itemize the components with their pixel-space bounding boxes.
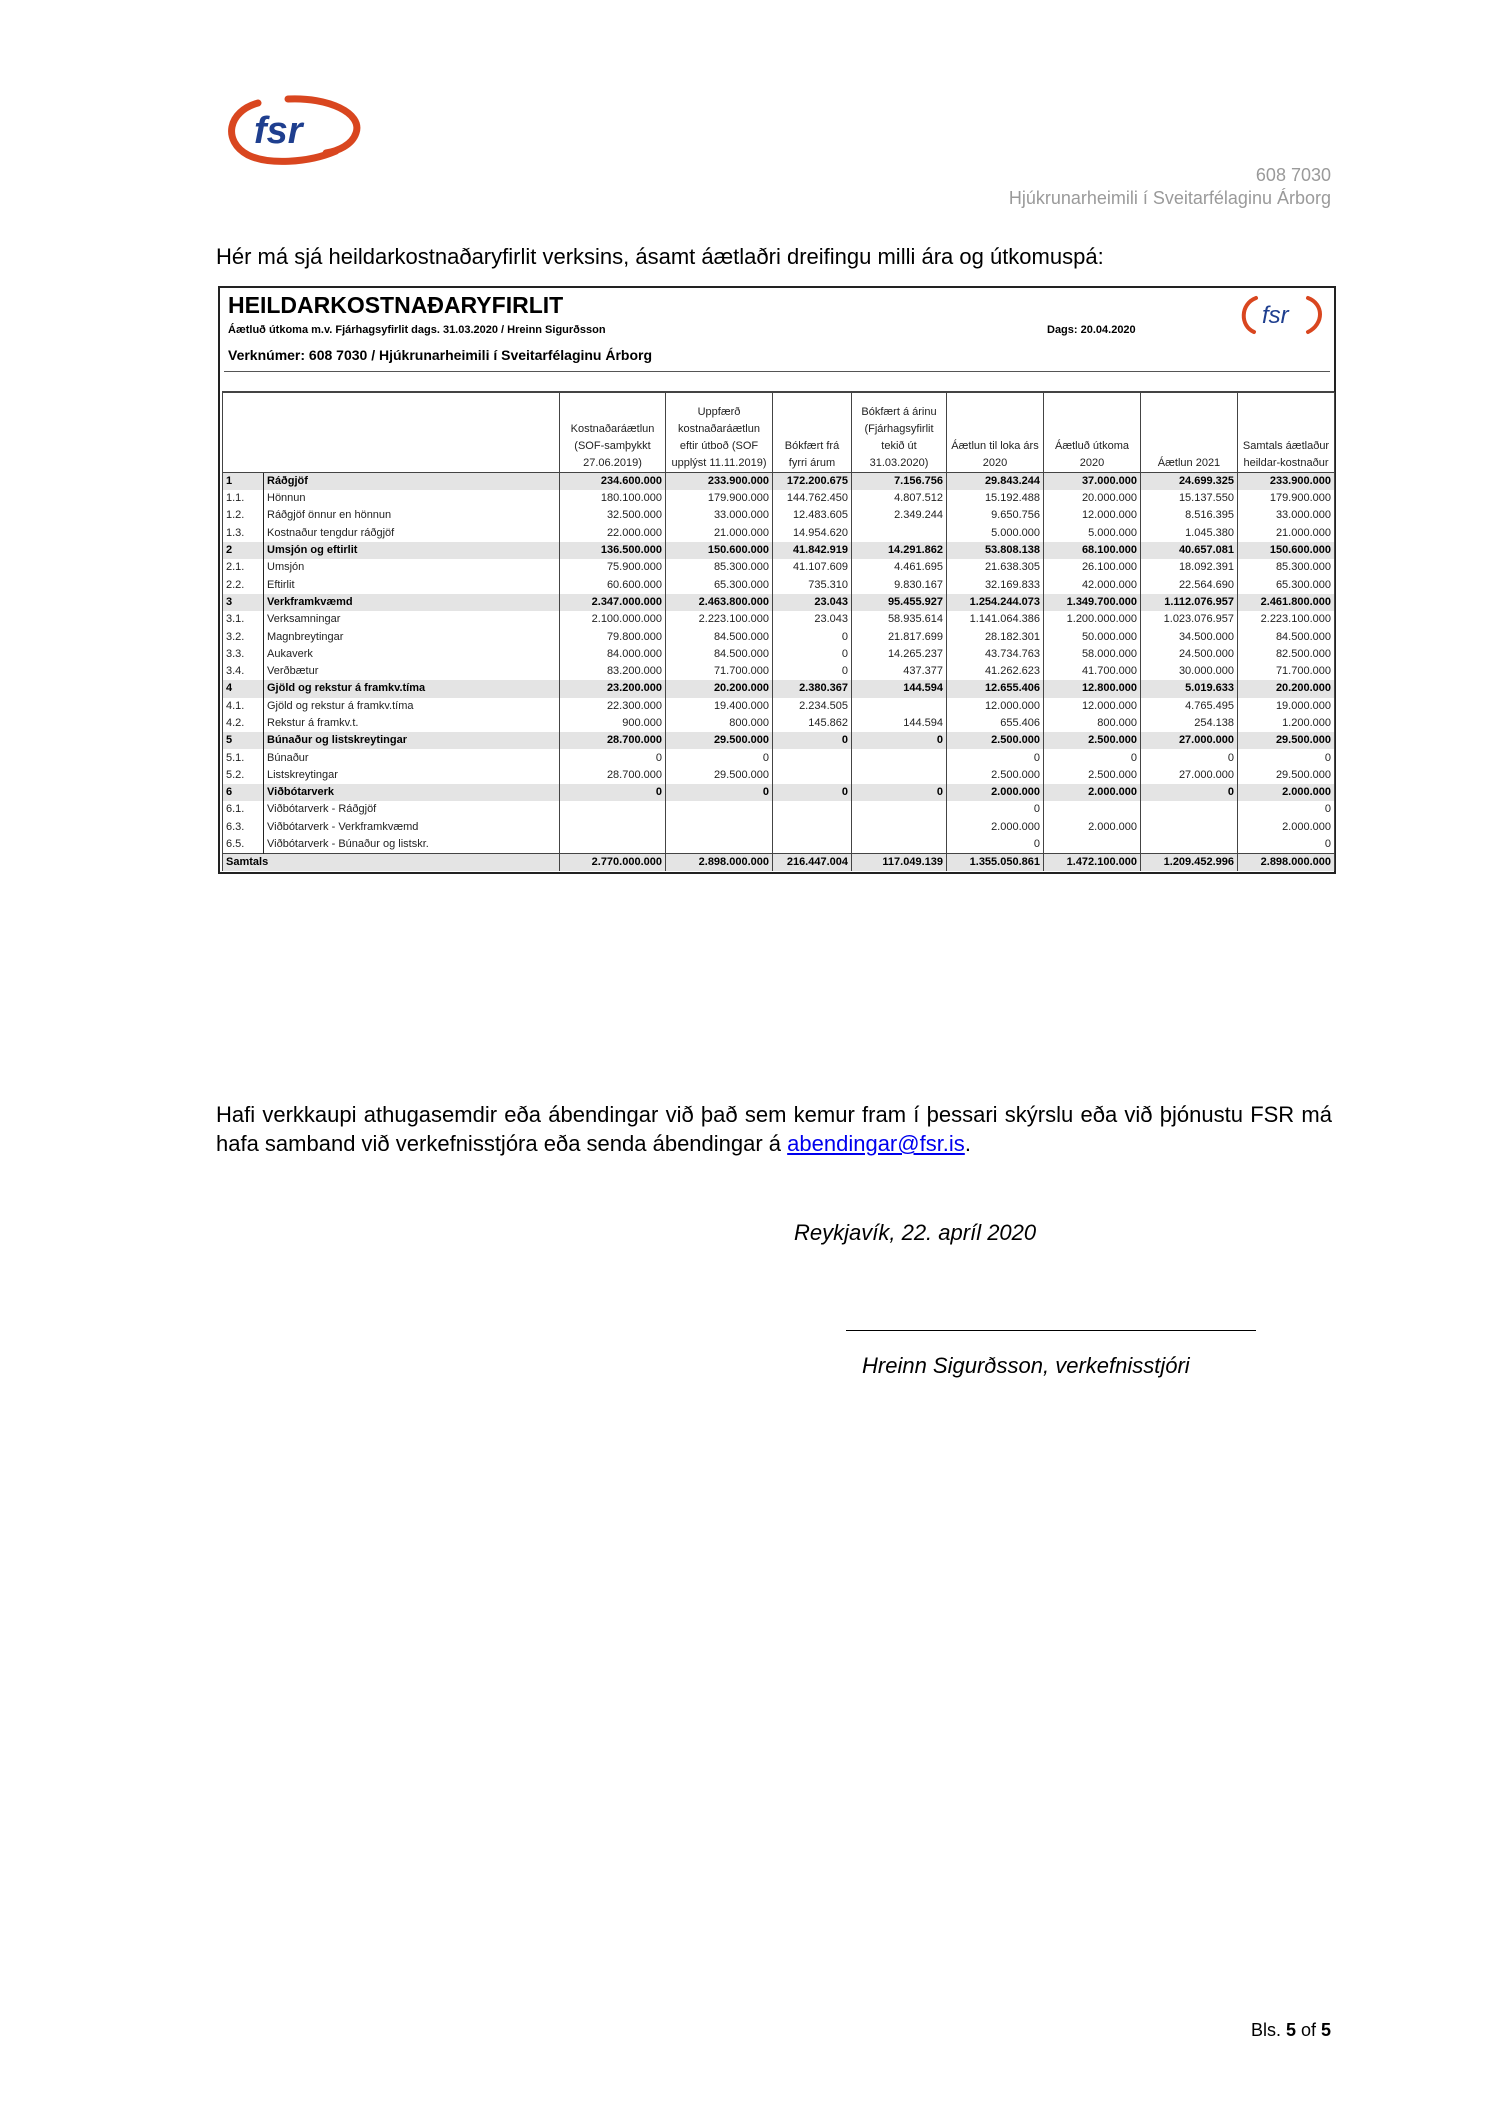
table-title: HEILDARKOSTNAÐARYFIRLIT [228,292,564,318]
cell-value: 172.200.675 [773,473,852,491]
cell-value: 2.000.000 [1044,784,1141,801]
total-value: 117.049.139 [852,853,947,871]
cell-value: 75.900.000 [560,559,666,576]
cell-value: 95.455.927 [852,594,947,611]
table-row [223,663,1335,680]
row-label: Búnaður [264,749,560,766]
cell-value: 7.156.756 [852,473,947,491]
cell-value: 41.700.000 [1044,663,1141,680]
table-row [223,507,1335,524]
cell-value [852,801,947,818]
cell-value [773,749,852,766]
cell-value: 2.349.244 [852,507,947,524]
table-date: Dags: 20.04.2020 [1047,324,1136,336]
cell-value: 2.100.000.000 [560,611,666,628]
cell-value: 2.223.100.000 [666,611,773,628]
cell-value [852,698,947,715]
row-number: 5 [223,732,264,749]
cell-value: 1.349.700.000 [1044,594,1141,611]
cell-value [852,767,947,784]
cell-value: 144.594 [852,680,947,697]
cell-value: 26.100.000 [1044,559,1141,576]
table-row [223,525,1335,542]
row-number: 5.1. [223,749,264,766]
table-row [223,628,1335,645]
row-label: Ráðgjöf önnur en hönnun [264,507,560,524]
cell-value: 33.000.000 [666,507,773,524]
cell-value: 29.843.244 [947,473,1044,491]
cell-value: 2.461.800.000 [1238,594,1335,611]
cell-value: 22.300.000 [560,698,666,715]
cell-value: 42.000.000 [1044,576,1141,593]
table-row [223,767,1335,784]
table-group-row [223,473,1335,491]
table-group-row [223,680,1335,697]
table-subtitle: Áætluð útkoma m.v. Fjárhagsyfirlit dags. 31.03.2020 / Hreinn Sigurðsson [228,324,606,336]
cell-value: 19.000.000 [1238,698,1335,715]
table-row [223,819,1335,836]
cell-value: 2.000.000 [1238,784,1335,801]
cell-value: 0 [947,836,1044,854]
cell-value: 2.234.505 [773,698,852,715]
cell-value: 0 [1238,801,1335,818]
row-number: 6.3. [223,819,264,836]
cell-value: 83.200.000 [560,663,666,680]
cell-value: 29.500.000 [1238,767,1335,784]
total-value: 1.472.100.000 [1044,853,1141,871]
cell-value: 82.500.000 [1238,646,1335,663]
row-number: 3.1. [223,611,264,628]
cell-value: 180.100.000 [560,490,666,507]
cell-value: 29.500.000 [1238,732,1335,749]
cell-value: 1.141.064.386 [947,611,1044,628]
page-current: 5 [1285,2020,1296,2040]
cell-value: 28.700.000 [560,767,666,784]
cell-value: 2.463.800.000 [666,594,773,611]
cell-value: 0 [773,732,852,749]
cell-value: 53.808.138 [947,542,1044,559]
cell-value: 15.137.550 [1141,490,1238,507]
cell-value: 84.500.000 [666,628,773,645]
table-row [223,801,1335,818]
cell-value: 58.000.000 [1044,646,1141,663]
cell-value: 145.862 [773,715,852,732]
cell-value: 22.564.690 [1141,576,1238,593]
cell-value: 65.300.000 [666,576,773,593]
feedback-email-link[interactable]: abendingar@fsr.is [787,1131,965,1156]
column-header: Bókfært frá fyrri árum [773,393,852,473]
cell-value: 12.000.000 [947,698,1044,715]
cell-value: 24.699.325 [1141,473,1238,491]
cell-value: 0 [666,784,773,801]
cell-value: 233.900.000 [1238,473,1335,491]
row-number: 1 [223,473,264,491]
table-row [223,559,1335,576]
cell-value: 735.310 [773,576,852,593]
cell-value: 4.807.512 [852,490,947,507]
cell-value: 23.200.000 [560,680,666,697]
cell-value: 2.380.367 [773,680,852,697]
row-label: Eftirlit [264,576,560,593]
row-label: Magnbreytingar [264,628,560,645]
svg-text:fsr: fsr [1262,302,1289,329]
row-number: 6 [223,784,264,801]
fsr-logo-small [1236,292,1326,336]
cell-value: 79.800.000 [560,628,666,645]
column-header: Kostnaðaráætlun (SOF-samþykkt 27.06.2019) [560,393,666,473]
cell-value: 12.483.605 [773,507,852,524]
row-label: Rekstur á framkv.t. [264,715,560,732]
row-number: 3.3. [223,646,264,663]
project-number: 608 7030 [1255,165,1331,185]
cell-value: 800.000 [666,715,773,732]
cell-value [773,836,852,854]
column-header: Uppfærð kostnaðaráætlun eftir útboð (SOF upplýst 11.11.2019) [666,393,773,473]
cell-value: 0 [852,732,947,749]
table-row [223,836,1335,854]
cell-value: 0 [852,784,947,801]
cell-value: 5.000.000 [1044,525,1141,542]
cell-value: 84.000.000 [560,646,666,663]
table-row [223,611,1335,628]
table-row [223,576,1335,593]
cell-value: 179.900.000 [666,490,773,507]
cell-value: 0 [560,784,666,801]
cell-value: 20.200.000 [666,680,773,697]
row-number: 3.2. [223,628,264,645]
cell-value: 2.000.000 [1044,819,1141,836]
column-header: Samtals áætlaður heildar-kostnaður [1238,393,1335,473]
cell-value: 41.262.623 [947,663,1044,680]
cell-value: 22.000.000 [560,525,666,542]
cell-value: 28.700.000 [560,732,666,749]
cell-value: 2.500.000 [947,767,1044,784]
cell-value: 68.100.000 [1044,542,1141,559]
cell-value: 20.000.000 [1044,490,1141,507]
cell-value [666,801,773,818]
cell-value: 2.500.000 [1044,732,1141,749]
cell-value: 4.461.695 [852,559,947,576]
cell-value: 14.291.862 [852,542,947,559]
cell-value: 2.000.000 [947,784,1044,801]
cell-value: 0 [773,663,852,680]
cell-value [773,819,852,836]
total-value: 216.447.004 [773,853,852,871]
cell-value: 15.192.488 [947,490,1044,507]
cell-value: 144.762.450 [773,490,852,507]
page-total: 5 [1320,2020,1331,2040]
cell-value: 800.000 [1044,715,1141,732]
row-label: Viðbótarverk - Búnaður og listskr. [264,836,560,854]
row-label: Verðbætur [264,663,560,680]
cell-value: 0 [1141,784,1238,801]
page-prefix: Bls. [1250,2020,1286,2040]
cell-value: 1.045.380 [1141,525,1238,542]
table-spacer-row [222,372,1334,392]
cell-value: 1.112.076.957 [1141,594,1238,611]
row-label: Aukaverk [264,646,560,663]
cell-value: 29.500.000 [666,767,773,784]
cell-value: 0 [773,784,852,801]
row-label: Verkframkvæmd [264,594,560,611]
cell-value: 2.223.100.000 [1238,611,1335,628]
cell-value: 234.600.000 [560,473,666,491]
table-row [223,749,1335,766]
cell-value: 4.765.495 [1141,698,1238,715]
column-header: Áætlun til loka árs 2020 [947,393,1044,473]
cell-value: 21.000.000 [1238,525,1335,542]
cell-value: 21.638.305 [947,559,1044,576]
cell-value: 179.900.000 [1238,490,1335,507]
cell-value: 27.000.000 [1141,732,1238,749]
cell-value: 41.842.919 [773,542,852,559]
table-group-row [223,594,1335,611]
row-number: 1.1. [223,490,264,507]
cell-value [852,525,947,542]
cost-table [222,392,1335,871]
closing-text: Hafi verkkaupi athugasemdir eða ábendingar við það sem kemur fram í þessari skýrslu eða við þjónustu FSR má hafa samband við verkefnisstjóra eða senda ábendingar á [216,1102,1332,1156]
cell-value: 28.182.301 [947,628,1044,645]
cell-value: 0 [1238,749,1335,766]
row-label: Viðbótarverk - Ráðgjöf [264,801,560,818]
table-row [223,698,1335,715]
row-number: 5.2. [223,767,264,784]
cell-value: 58.935.614 [852,611,947,628]
cell-value: 33.000.000 [1238,507,1335,524]
cell-value: 84.500.000 [1238,628,1335,645]
cell-value: 0 [947,749,1044,766]
cell-value: 18.092.391 [1141,559,1238,576]
row-number: 3.4. [223,663,264,680]
cell-value: 144.594 [852,715,947,732]
cell-value: 71.700.000 [1238,663,1335,680]
cell-value [666,836,773,854]
cell-value: 0 [1238,836,1335,854]
cell-value: 41.107.609 [773,559,852,576]
table-group-row [223,784,1335,801]
cell-value: 0 [666,749,773,766]
cell-value [852,749,947,766]
cell-value: 12.000.000 [1044,698,1141,715]
cell-value: 37.000.000 [1044,473,1141,491]
place-date: Reykjavík, 22. apríl 2020 [794,1220,1037,1245]
cell-value: 34.500.000 [1141,628,1238,645]
cell-value: 150.600.000 [666,542,773,559]
row-label: Umsjón [264,559,560,576]
row-number: 6.1. [223,801,264,818]
total-value: 2.898.000.000 [1238,853,1335,871]
cell-value: 0 [1141,749,1238,766]
cell-value: 2.000.000 [947,819,1044,836]
cell-value: 84.500.000 [666,646,773,663]
row-label: Hönnun [264,490,560,507]
cell-value: 0 [773,646,852,663]
cell-value [1141,836,1238,854]
cell-value: 150.600.000 [1238,542,1335,559]
cell-value: 5.000.000 [947,525,1044,542]
row-label: Gjöld og rekstur á framkv.tíma [264,698,560,715]
fsr-logo [218,89,363,171]
cell-value: 14.954.620 [773,525,852,542]
page-number [1251,2020,1331,2041]
table-group-row [223,732,1335,749]
cell-value: 233.900.000 [666,473,773,491]
cell-value: 0 [1044,749,1141,766]
table-row [223,715,1335,732]
total-value: 2.770.000.000 [560,853,666,871]
cell-value: 20.200.000 [1238,680,1335,697]
row-number: 1.3. [223,525,264,542]
cell-value [666,819,773,836]
cell-value: 900.000 [560,715,666,732]
cell-value: 1.200.000 [1238,715,1335,732]
cell-value: 30.000.000 [1141,663,1238,680]
table-project-number: Verknúmer: 608 7030 / Hjúkrunarheimili í Sveitarfélaginu Árborg [228,347,653,363]
cost-overview-table-image [218,286,1336,874]
cell-value: 12.000.000 [1044,507,1141,524]
row-label: Listskreytingar [264,767,560,784]
row-label: Umsjón og eftirlit [264,542,560,559]
cell-value: 2.500.000 [1044,767,1141,784]
table-row [223,490,1335,507]
cell-value [773,801,852,818]
intro-text: Hér má sjá heildarkostnaðaryfirlit verksins, ásamt áætlaðri dreifingu milli ára og útkomuspá: [216,244,1104,269]
cell-value: 0 [947,801,1044,818]
cell-value: 655.406 [947,715,1044,732]
row-label: Viðbótarverk - Verkframkvæmd [264,819,560,836]
column-header: Áætlun 2021 [1141,393,1238,473]
cell-value: 32.500.000 [560,507,666,524]
row-number: 2 [223,542,264,559]
table-group-row [223,542,1335,559]
cell-value: 23.043 [773,594,852,611]
cell-value [1141,819,1238,836]
cell-value: 9.650.756 [947,507,1044,524]
cell-value: 12.800.000 [1044,680,1141,697]
cell-value: 24.500.000 [1141,646,1238,663]
row-label: Kostnaður tengdur ráðgjöf [264,525,560,542]
row-number: 4.1. [223,698,264,715]
total-value: 1.355.050.861 [947,853,1044,871]
cell-value: 0 [560,749,666,766]
cell-value [1044,836,1141,854]
cell-value: 50.000.000 [1044,628,1141,645]
row-number: 2.1. [223,559,264,576]
cell-value: 1.200.000.000 [1044,611,1141,628]
cell-value: 5.019.633 [1141,680,1238,697]
row-label: Verksamningar [264,611,560,628]
cell-value [1141,801,1238,818]
cell-value: 8.516.395 [1141,507,1238,524]
cell-value [1044,801,1141,818]
table-total-row [223,853,1335,871]
row-number: 6.5. [223,836,264,854]
cell-value: 85.300.000 [1238,559,1335,576]
cell-value: 23.043 [773,611,852,628]
row-number: 3 [223,594,264,611]
cell-value: 254.138 [1141,715,1238,732]
cell-value [560,819,666,836]
cell-value: 32.169.833 [947,576,1044,593]
total-label: Samtals [223,853,560,871]
row-number: 1.2. [223,507,264,524]
row-label: Gjöld og rekstur á framkv.tíma [264,680,560,697]
cell-value: 14.265.237 [852,646,947,663]
cell-value: 21.817.699 [852,628,947,645]
cell-value [773,767,852,784]
cell-value: 2.347.000.000 [560,594,666,611]
cell-value: 40.657.081 [1141,542,1238,559]
cell-value: 43.734.763 [947,646,1044,663]
cell-value [852,819,947,836]
cell-value: 9.830.167 [852,576,947,593]
cell-value: 2.500.000 [947,732,1044,749]
svg-text:fsr: fsr [254,110,303,152]
closing-paragraph [216,1100,1332,1158]
cell-value: 27.000.000 [1141,767,1238,784]
column-header: Áætluð útkoma 2020 [1044,393,1141,473]
total-value: 1.209.452.996 [1141,853,1238,871]
column-header: Bókfært á árinu (Fjárhagsyfirlit tekið út 31.03.2020) [852,393,947,473]
project-name: Hjúkrunarheimili í Sveitarfélaginu Árborg [1008,188,1331,208]
row-number: 4.2. [223,715,264,732]
table-row [223,646,1335,663]
row-number: 2.2. [223,576,264,593]
cell-value: 65.300.000 [1238,576,1335,593]
row-number: 4 [223,680,264,697]
page-sep: of [1295,2020,1321,2040]
cell-value: 1.023.076.957 [1141,611,1238,628]
closing-period: . [964,1131,971,1156]
cell-value: 12.655.406 [947,680,1044,697]
cell-value: 19.400.000 [666,698,773,715]
header-blank [223,393,560,473]
cell-value [560,836,666,854]
cell-value [560,801,666,818]
cell-value [852,836,947,854]
cell-value: 85.300.000 [666,559,773,576]
row-label: Viðbótarverk [264,784,560,801]
cell-value: 0 [773,628,852,645]
cell-value: 136.500.000 [560,542,666,559]
cell-value: 437.377 [852,663,947,680]
cell-value: 29.500.000 [666,732,773,749]
total-value: 2.898.000.000 [666,853,773,871]
cell-value: 21.000.000 [666,525,773,542]
cell-value: 60.600.000 [560,576,666,593]
row-label: Ráðgjöf [264,473,560,491]
row-label: Búnaður og listskreytingar [264,732,560,749]
cell-value: 1.254.244.073 [947,594,1044,611]
cell-value: 2.000.000 [1238,819,1335,836]
signature-line [846,1330,1256,1331]
signature-name: Hreinn Sigurðsson, verkefnisstjóri [862,1353,1190,1378]
cell-value: 71.700.000 [666,663,773,680]
